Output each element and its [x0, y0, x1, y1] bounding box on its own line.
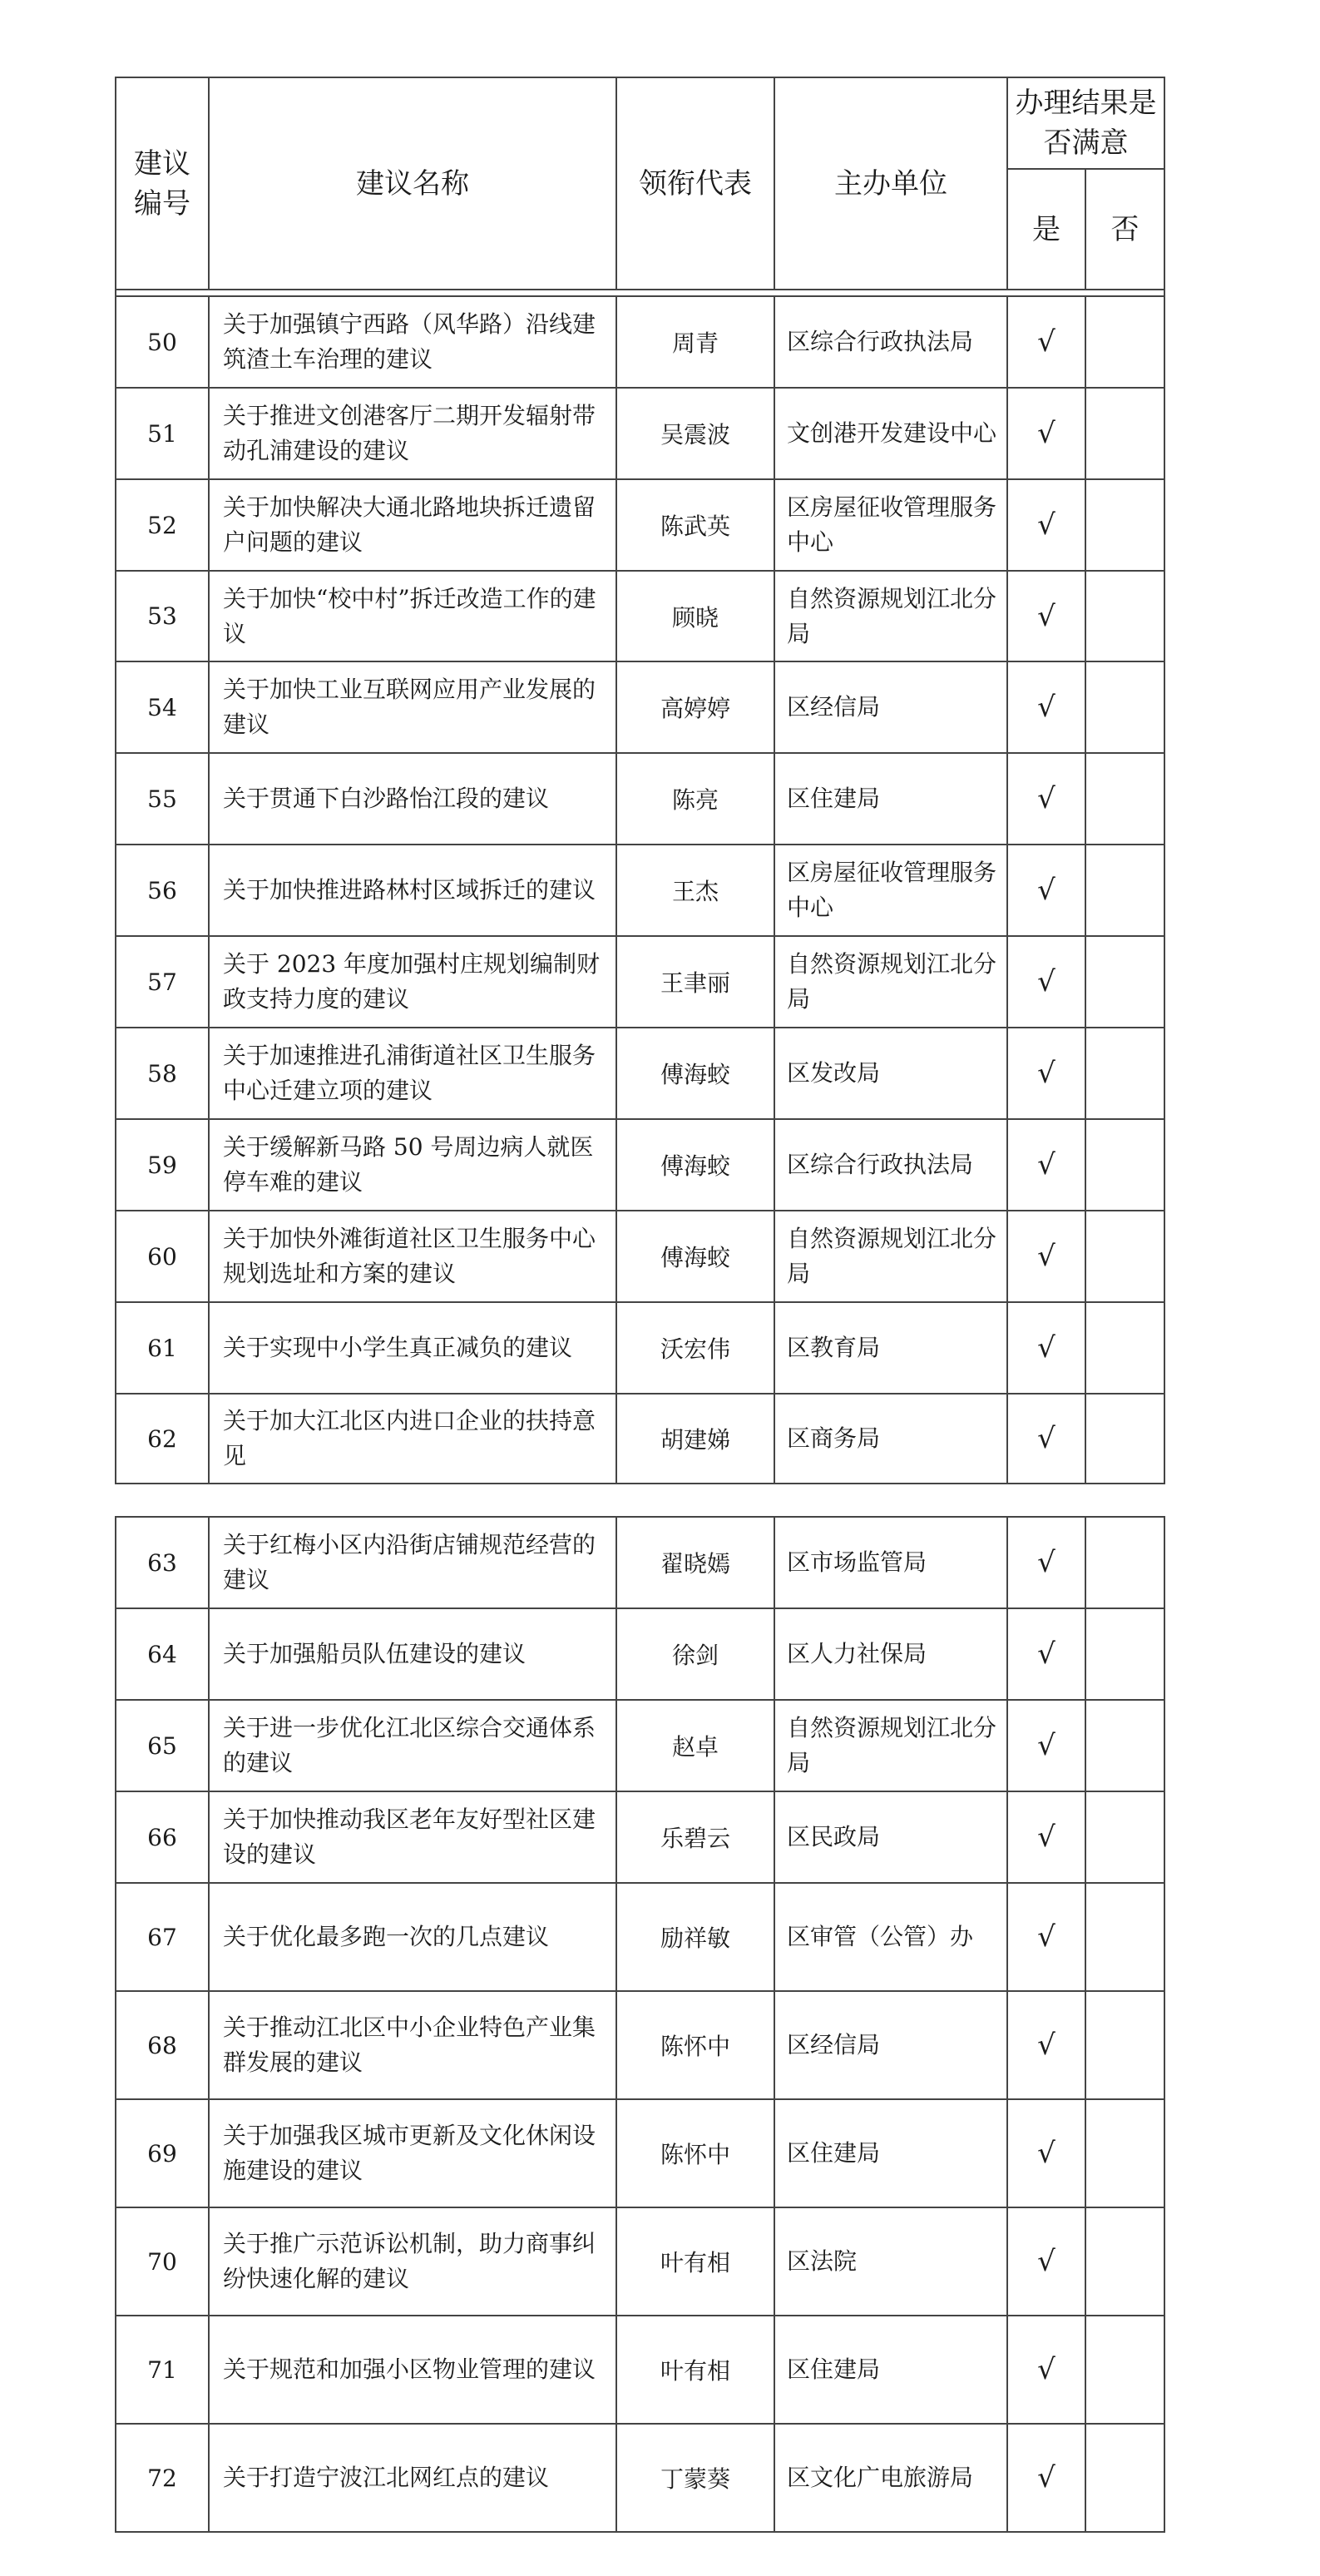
host-unit: 区住建局 [774, 753, 1007, 845]
host-unit: 区综合行政执法局 [774, 296, 1007, 388]
table-row [116, 1700, 1164, 1791]
suggestion-name: 关于缓解新马路 50 号周边病人就医停车难的建议 [209, 1119, 616, 1211]
suggestion-number: 63 [116, 1517, 209, 1608]
table-row [116, 661, 1164, 753]
satisfied-no-mark [1085, 1883, 1164, 1991]
satisfied-no-mark [1085, 1608, 1164, 1700]
table-row [116, 936, 1164, 1028]
lead-representative: 傅海蛟 [616, 1119, 774, 1211]
satisfied-yes-mark: √ [1007, 1991, 1085, 2099]
header-yes: 是 [1007, 169, 1085, 290]
lead-representative: 傅海蛟 [616, 1211, 774, 1302]
table-row [116, 1028, 1164, 1119]
host-unit: 区商务局 [774, 1394, 1007, 1484]
satisfied-yes-mark: √ [1007, 2207, 1085, 2316]
table-row [116, 1791, 1164, 1883]
header-no: 否 [1085, 169, 1164, 290]
suggestion-number: 50 [116, 296, 209, 388]
suggestion-number: 71 [116, 2316, 209, 2424]
satisfied-yes-mark: √ [1007, 1302, 1085, 1394]
satisfied-yes-mark: √ [1007, 571, 1085, 661]
satisfied-yes-mark: √ [1007, 661, 1085, 753]
table-row [116, 1211, 1164, 1302]
suggestion-number: 61 [116, 1302, 209, 1394]
table-row [116, 388, 1164, 479]
suggestion-number: 64 [116, 1608, 209, 1700]
suggestion-number: 53 [116, 571, 209, 661]
suggestion-number: 59 [116, 1119, 209, 1211]
satisfied-no-mark [1085, 296, 1164, 388]
table-row [116, 1883, 1164, 1991]
satisfied-yes-mark: √ [1007, 845, 1085, 936]
suggestion-name: 关于加快“校中村”拆迁改造工作的建议 [209, 571, 616, 661]
suggestion-name: 关于加快推动我区老年友好型社区建设的建议 [209, 1791, 616, 1883]
host-unit: 区法院 [774, 2207, 1007, 2316]
suggestion-name: 关于加快工业互联网应用产业发展的建议 [209, 661, 616, 753]
host-unit: 区经信局 [774, 661, 1007, 753]
satisfied-no-mark [1085, 1991, 1164, 2099]
lead-representative: 高婷婷 [616, 661, 774, 753]
lead-representative: 徐剑 [616, 1608, 774, 1700]
host-unit: 区教育局 [774, 1302, 1007, 1394]
satisfied-no-mark [1085, 753, 1164, 845]
suggestion-name: 关于红梅小区内沿街店铺规范经营的建议 [209, 1517, 616, 1608]
satisfied-yes-mark: √ [1007, 2424, 1085, 2532]
host-unit: 自然资源规划江北分局 [774, 1700, 1007, 1791]
lead-representative: 顾晓 [616, 571, 774, 661]
suggestion-name: 关于推广示范诉讼机制，助力商事纠纷快速化解的建议 [209, 2207, 616, 2316]
host-unit: 区综合行政执法局 [774, 1119, 1007, 1211]
suggestion-number: 56 [116, 845, 209, 936]
lead-representative: 胡建娣 [616, 1394, 774, 1484]
suggestion-number: 57 [116, 936, 209, 1028]
satisfied-no-mark [1085, 2424, 1164, 2532]
host-unit: 区住建局 [774, 2099, 1007, 2207]
suggestion-name: 关于加强我区城市更新及文化休闲设施建设的建议 [209, 2099, 616, 2207]
lead-representative: 陈怀中 [616, 1991, 774, 2099]
satisfied-no-mark [1085, 1517, 1164, 1608]
suggestion-number: 67 [116, 1883, 209, 1991]
satisfied-no-mark [1085, 1119, 1164, 1211]
suggestion-name: 关于规范和加强小区物业管理的建议 [209, 2316, 616, 2424]
satisfied-no-mark [1085, 2207, 1164, 2316]
host-unit: 区民政局 [774, 1791, 1007, 1883]
suggestion-number: 55 [116, 753, 209, 845]
suggestion-number: 52 [116, 479, 209, 571]
table-row [116, 1991, 1164, 2099]
header-name: 建议名称 [209, 77, 616, 290]
suggestions-table-part1 [115, 77, 1165, 1484]
host-unit: 区人力社保局 [774, 1608, 1007, 1700]
header-representative: 领衔代表 [616, 77, 774, 290]
suggestion-name: 关于加快推进路林村区域拆迁的建议 [209, 845, 616, 936]
lead-representative: 赵卓 [616, 1700, 774, 1791]
suggestion-name: 关于加快解决大通北路地块拆迁遗留户问题的建议 [209, 479, 616, 571]
satisfied-yes-mark: √ [1007, 1028, 1085, 1119]
satisfied-yes-mark: √ [1007, 388, 1085, 479]
suggestion-name: 关于加强船员队伍建设的建议 [209, 1608, 616, 1700]
satisfied-no-mark [1085, 1394, 1164, 1484]
suggestion-name: 关于推进文创港客厅二期开发辐射带动孔浦建设的建议 [209, 388, 616, 479]
suggestion-number: 69 [116, 2099, 209, 2207]
header-unit: 主办单位 [774, 77, 1007, 290]
suggestions-table-part2 [115, 1516, 1165, 2533]
host-unit: 区发改局 [774, 1028, 1007, 1119]
host-unit: 自然资源规划江北分局 [774, 936, 1007, 1028]
header-result: 办理结果是否满意 [1007, 77, 1164, 169]
satisfied-no-mark [1085, 1700, 1164, 1791]
lead-representative: 陈亮 [616, 753, 774, 845]
host-unit: 自然资源规划江北分局 [774, 1211, 1007, 1302]
lead-representative: 王聿丽 [616, 936, 774, 1028]
satisfied-no-mark [1085, 388, 1164, 479]
satisfied-yes-mark: √ [1007, 1608, 1085, 1700]
satisfied-yes-mark: √ [1007, 1700, 1085, 1791]
lead-representative: 丁蒙葵 [616, 2424, 774, 2532]
lead-representative: 陈武英 [616, 479, 774, 571]
satisfied-yes-mark: √ [1007, 1394, 1085, 1484]
host-unit: 区市场监管局 [774, 1517, 1007, 1608]
lead-representative: 傅海蛟 [616, 1028, 774, 1119]
suggestion-number: 65 [116, 1700, 209, 1791]
suggestion-name: 关于优化最多跑一次的几点建议 [209, 1883, 616, 1991]
satisfied-no-mark [1085, 1791, 1164, 1883]
table-row [116, 571, 1164, 661]
suggestion-number: 58 [116, 1028, 209, 1119]
suggestion-name: 关于进一步优化江北区综合交通体系的建议 [209, 1700, 616, 1791]
satisfied-yes-mark: √ [1007, 1791, 1085, 1883]
table-row [116, 2099, 1164, 2207]
host-unit: 区房屋征收管理服务中心 [774, 845, 1007, 936]
lead-representative: 叶有相 [616, 2316, 774, 2424]
suggestion-number: 68 [116, 1991, 209, 2099]
lead-representative: 王杰 [616, 845, 774, 936]
host-unit: 文创港开发建设中心 [774, 388, 1007, 479]
host-unit: 区住建局 [774, 2316, 1007, 2424]
lead-representative: 叶有相 [616, 2207, 774, 2316]
satisfied-no-mark [1085, 571, 1164, 661]
host-unit: 区审管（公管）办 [774, 1883, 1007, 1991]
lead-representative: 陈怀中 [616, 2099, 774, 2207]
table-row [116, 1608, 1164, 1700]
satisfied-no-mark [1085, 479, 1164, 571]
table-row [116, 2207, 1164, 2316]
lead-representative: 翟晓嫣 [616, 1517, 774, 1608]
lead-representative: 沃宏伟 [616, 1302, 774, 1394]
suggestion-number: 60 [116, 1211, 209, 1302]
satisfied-yes-mark: √ [1007, 2316, 1085, 2424]
lead-representative: 励祥敏 [616, 1883, 774, 1991]
satisfied-no-mark [1085, 1028, 1164, 1119]
suggestion-name: 关于打造宁波江北网红点的建议 [209, 2424, 616, 2532]
satisfied-yes-mark: √ [1007, 1119, 1085, 1211]
table-row [116, 2424, 1164, 2532]
satisfied-no-mark [1085, 2099, 1164, 2207]
table-row [116, 479, 1164, 571]
suggestion-name: 关于实现中小学生真正减负的建议 [209, 1302, 616, 1394]
satisfied-yes-mark: √ [1007, 2099, 1085, 2207]
host-unit: 区房屋征收管理服务中心 [774, 479, 1007, 571]
suggestion-name: 关于加强镇宁西路（风华路）沿线建筑渣土车治理的建议 [209, 296, 616, 388]
lead-representative: 乐碧云 [616, 1791, 774, 1883]
satisfied-yes-mark: √ [1007, 936, 1085, 1028]
suggestion-number: 72 [116, 2424, 209, 2532]
suggestion-name: 关于贯通下白沙路怡江段的建议 [209, 753, 616, 845]
satisfied-yes-mark: √ [1007, 753, 1085, 845]
satisfied-no-mark [1085, 1211, 1164, 1302]
suggestion-name: 关于推动江北区中小企业特色产业集群发展的建议 [209, 1991, 616, 2099]
host-unit: 自然资源规划江北分局 [774, 571, 1007, 661]
satisfied-no-mark [1085, 936, 1164, 1028]
suggestion-name: 关于加大江北区内进口企业的扶持意见 [209, 1394, 616, 1484]
host-unit: 区经信局 [774, 1991, 1007, 2099]
table-row [116, 845, 1164, 936]
lead-representative: 吴震波 [616, 388, 774, 479]
satisfied-yes-mark: √ [1007, 1517, 1085, 1608]
table-row [116, 2316, 1164, 2424]
suggestion-name: 关于 2023 年度加强村庄规划编制财政支持力度的建议 [209, 936, 616, 1028]
table-row [116, 753, 1164, 845]
table-row [116, 1119, 1164, 1211]
table-row [116, 1394, 1164, 1484]
table-row [116, 296, 1164, 388]
host-unit: 区文化广电旅游局 [774, 2424, 1007, 2532]
lead-representative: 周青 [616, 296, 774, 388]
suggestion-name: 关于加快外滩街道社区卫生服务中心规划选址和方案的建议 [209, 1211, 616, 1302]
satisfied-no-mark [1085, 2316, 1164, 2424]
suggestion-name: 关于加速推进孔浦街道社区卫生服务中心迁建立项的建议 [209, 1028, 616, 1119]
suggestion-number: 70 [116, 2207, 209, 2316]
satisfied-no-mark [1085, 661, 1164, 753]
suggestion-number: 54 [116, 661, 209, 753]
satisfied-yes-mark: √ [1007, 1883, 1085, 1991]
satisfied-yes-mark: √ [1007, 479, 1085, 571]
suggestion-number: 66 [116, 1791, 209, 1883]
satisfied-no-mark [1085, 845, 1164, 936]
suggestion-number: 51 [116, 388, 209, 479]
header-number: 建议编号 [116, 77, 209, 290]
satisfied-yes-mark: √ [1007, 296, 1085, 388]
suggestion-number: 62 [116, 1394, 209, 1484]
table-row [116, 1302, 1164, 1394]
table-row [116, 1517, 1164, 1608]
satisfied-no-mark [1085, 1302, 1164, 1394]
satisfied-yes-mark: √ [1007, 1211, 1085, 1302]
